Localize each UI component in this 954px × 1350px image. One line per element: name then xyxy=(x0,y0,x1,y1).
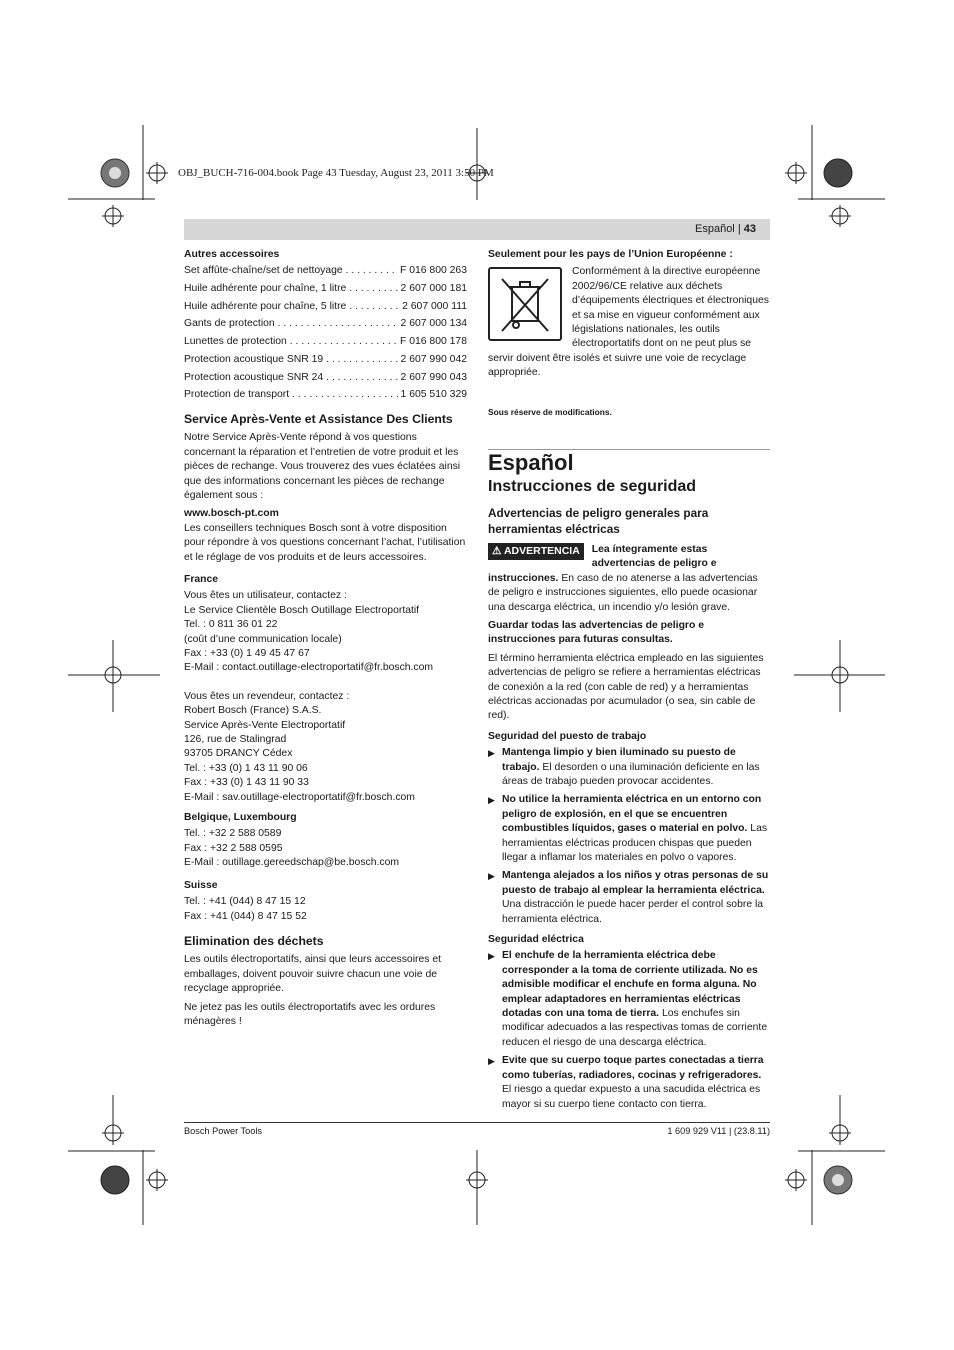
warning-badge xyxy=(488,543,584,560)
france-title: France xyxy=(184,573,219,585)
contact-line: E-Mail : contact.outillage-electroportatif@fr.bosch.com xyxy=(184,662,434,674)
accessory-label: Huile adhérente pour chaîne, 5 litre . . . xyxy=(184,298,400,316)
safety-item xyxy=(488,949,770,1050)
service-title: Service Après-Vente et Assistance Des Clients xyxy=(184,411,453,426)
accessory-row xyxy=(184,298,467,316)
page-number: 43 xyxy=(743,223,756,235)
contact-line: Vous êtes un revendeur, contactez : xyxy=(184,690,350,702)
right-column xyxy=(488,248,770,1116)
left-column xyxy=(184,248,467,1033)
eu-block xyxy=(488,265,770,380)
bullet-arrow-icon: ▶ xyxy=(488,748,495,759)
es-subtitle: Instrucciones de seguridad xyxy=(488,478,697,496)
contact-line: Tel. : +41 (044) 8 47 15 12 xyxy=(184,896,306,908)
header-text: Español | 43 xyxy=(695,223,756,235)
accessory-number: 2 607 990 042 xyxy=(399,351,467,369)
accessory-label: Protection acoustique SNR 19 . . . xyxy=(184,351,399,369)
eu-title: Seulement pour les pays de l’Union Européenne : xyxy=(488,249,733,260)
es-title: Español xyxy=(488,450,574,476)
footer-rule xyxy=(184,1122,770,1123)
swiss-contact xyxy=(184,895,467,924)
contact-line: Fax : +32 2 588 0595 xyxy=(184,842,283,854)
accessory-row xyxy=(184,333,467,351)
accessory-row xyxy=(184,315,467,333)
page-header xyxy=(184,219,770,240)
bullet-arrow-icon: ▶ xyxy=(488,951,495,962)
contact-line: Fax : +33 (0) 1 43 11 90 33 xyxy=(184,777,309,789)
contact-line: Le Service Clientèle Bosch Outillage Electroportatif xyxy=(184,604,420,616)
contact-line: Tel. : +33 (0) 1 43 11 90 06 xyxy=(184,762,308,774)
footer-brand: Bosch Power Tools xyxy=(184,1126,262,1136)
accessory-number: 2 607 990 043 xyxy=(399,369,467,387)
warning-triangle-icon: ⚠ xyxy=(492,544,502,557)
accessory-number: 2 607 000 134 xyxy=(399,315,467,333)
accessory-label: Huile adhérente pour chaîne, 1 litre . . . xyxy=(184,280,399,298)
electric-list xyxy=(488,949,770,1111)
contact-line: (coût d’une communication locale) xyxy=(184,633,342,645)
accessory-label: Gants de protection . . . xyxy=(184,315,399,333)
contact-line: Robert Bosch (France) S.A.S. xyxy=(184,705,322,717)
contact-line: E-Mail : outillage.gereedschap@be.bosch.com xyxy=(184,857,400,869)
safety-item xyxy=(488,869,770,927)
safety-item-bold: Mantenga alejados a los niños y otras personas de su puesto de trabajo al emplear la herramienta eléctrica. xyxy=(502,870,769,896)
safety-item-text: El riesgo a quedar expuesto a una sacudida eléctrica es mayor si su cuerpo tiene contacto con tierra. xyxy=(502,1084,761,1110)
contact-line: Tel. : +32 2 588 0589 xyxy=(184,828,282,840)
contact-line: 93705 DRANCY Cédex xyxy=(184,748,293,760)
bullet-arrow-icon: ▶ xyxy=(488,871,495,882)
contact-line: Vous êtes un utilisateur, contactez : xyxy=(184,590,347,602)
footer-doc-number: 1 609 929 V11 | (23.8.11) xyxy=(667,1126,770,1136)
safety-item xyxy=(488,793,770,865)
contact-line: E-Mail : sav.outillage-electroportatif@fr.bosch.com xyxy=(184,791,415,803)
eu-text: Conformément à la directive européenne 2002/96/CE relative aux déchets d’équipements électriques et électroniques et sa mise en vigueur conformément aux législations nationales, les outils électroportatifs dont on ne peut plus se servir doivent être isolés et suivre une voie de recyclage appropriée. xyxy=(488,266,769,379)
accessory-row xyxy=(184,351,467,369)
safety-item-bold: No utilice la herramienta eléctrica en un entorno con peligro de explosión, en el que se encuentren combustibles líquidos, gases o material en polvo. xyxy=(502,794,762,835)
disposal-title: Elimination des déchets xyxy=(184,933,324,948)
france-reseller-contact xyxy=(184,690,467,805)
disposal-text-1: Les outils électroportatifs, ainsi que leurs accessoires et emballages, doivent pouvoir suivre chacun une voie de recyclage appropriée. xyxy=(184,954,442,995)
accessory-label: Lunettes de protection . . . xyxy=(184,333,398,351)
service-text: Notre Service Après-Vente répond à vos questions concernant la réparation et l’entretien de votre produit et les pièces de rechange. Vous trouverez des vues éclatées ainsi que des informations concernant les pièces de rechange également sous : xyxy=(184,432,461,501)
accessory-label: Protection acoustique SNR 24 . . . xyxy=(184,369,399,387)
belgium-contact xyxy=(184,827,467,870)
contact-line: Fax : +41 (044) 8 47 15 52 xyxy=(184,910,307,922)
safety-item-bold: Mantenga limpio y bien iluminado su puesto de trabajo. xyxy=(502,747,736,773)
accessory-label: Set affûte-chaîne/set de nettoyage . . . xyxy=(184,262,398,280)
accessory-number: 2 607 000 111 xyxy=(400,298,467,316)
accessory-number: F 016 800 178 xyxy=(398,333,467,351)
bullet-arrow-icon: ▶ xyxy=(488,795,495,806)
accessories-list xyxy=(184,262,467,404)
accessory-row xyxy=(184,386,467,404)
safety-item-text: El desorden o una iluminación deficiente en las áreas de trabajo pueden provocar accidentes. xyxy=(502,761,760,787)
warning-bold: Lea íntegramente estas advertencias de peligro e instrucciones. xyxy=(488,543,717,584)
print-info: OBJ_BUCH-716-004.book Page 43 Tuesday, August 23, 2011 3:50 PM xyxy=(178,167,494,179)
accessory-label: Protection de transport . . . xyxy=(184,386,399,404)
es-heading: Advertencias de peligro generales para herramientas eléctricas xyxy=(488,505,709,536)
bullet-arrow-icon: ▶ xyxy=(488,1056,495,1067)
weee-bin-icon xyxy=(488,267,562,341)
electric-title: Seguridad eléctrica xyxy=(488,934,584,946)
workplace-list xyxy=(488,746,770,927)
safety-item-text: Una distracción le puede hacer perder el control sobre la herramienta eléctrica. xyxy=(502,899,764,925)
safety-item-text: Las herramientas eléctricas producen chispas que pueden llegar a inflamar los materiales en polvo o vapores. xyxy=(502,823,768,863)
service-url[interactable]: www.bosch-pt.com xyxy=(184,508,279,520)
safety-item-text: Los enchufes sin modificar adecuados a las respectivas tomas de corriente reducen el riesgo de una descarga eléctrica. xyxy=(502,1008,768,1048)
workplace-title: Seguridad del puesto de trabajo xyxy=(488,730,647,742)
contact-line: 126, rue de Stalingrad xyxy=(184,734,287,746)
accessory-row xyxy=(184,369,467,387)
safety-item xyxy=(488,746,770,789)
term-text: El término herramienta eléctrica empleado en las siguientes advertencias de peligro se refiere a herramientas eléctricas de conexión a la red (con cable de red) y a herramientas eléctricas accionadas por acumulador (o sea, sin cable de red). xyxy=(488,652,764,722)
keep-instructions: Guardar todas las advertencias de peligro e instrucciones para futuras consultas. xyxy=(488,619,704,646)
swiss-title: Suisse xyxy=(184,879,218,891)
accessory-number: F 016 800 263 xyxy=(398,262,467,280)
safety-item xyxy=(488,1054,770,1112)
warning-block xyxy=(488,543,770,615)
warning-text: En caso de no atenerse a las advertencias de peligro e instrucciones siguientes, ello puede ocasionar una descarga eléctrica, un incendio y/o lesión grave. xyxy=(488,572,758,613)
reserve-note: Sous réserve de modifications. xyxy=(488,406,612,417)
contact-line: Fax : +33 (0) 1 49 45 47 67 xyxy=(184,648,310,659)
contact-line: Tel. : 0 811 36 01 22 xyxy=(184,619,278,631)
belgium-title: Belgique, Luxembourg xyxy=(184,812,297,824)
accessory-number: 1 605 510 329 xyxy=(399,386,467,404)
service-text-2: Les conseillers techniques Bosch sont à votre disposition pour répondre à vos questions concernant l’achat, l’utilisation et le réglage de vos produits et de leurs accessoires. xyxy=(184,522,466,563)
safety-item-bold: El enchufe de la herramienta eléctrica debe corresponder a la toma de corriente utilizada. No es admisible modificar el enchufe en forma alguna. No emplear adaptadores en herramientas eléctricas dotadas con una toma de tierra. xyxy=(502,950,758,1020)
disposal-text-2: Ne jetez pas les outils électroportatifs avec les ordures ménagères ! xyxy=(184,1001,436,1027)
accessory-row xyxy=(184,280,467,298)
accessories-title: Autres accessoires xyxy=(184,249,280,260)
accessory-row xyxy=(184,262,467,280)
contact-line: Service Après-Vente Electroportatif xyxy=(184,719,346,731)
france-user-contact xyxy=(184,589,467,675)
warning-badge-label: ADVERTENCIA xyxy=(503,544,580,557)
header-section: Español xyxy=(695,223,735,235)
safety-item-bold: Evite que su cuerpo toque partes conectadas a tierra como tuberías, radiadores, cocinas y refrigeradores. xyxy=(502,1055,764,1081)
accessory-number: 2 607 000 181 xyxy=(399,280,467,298)
